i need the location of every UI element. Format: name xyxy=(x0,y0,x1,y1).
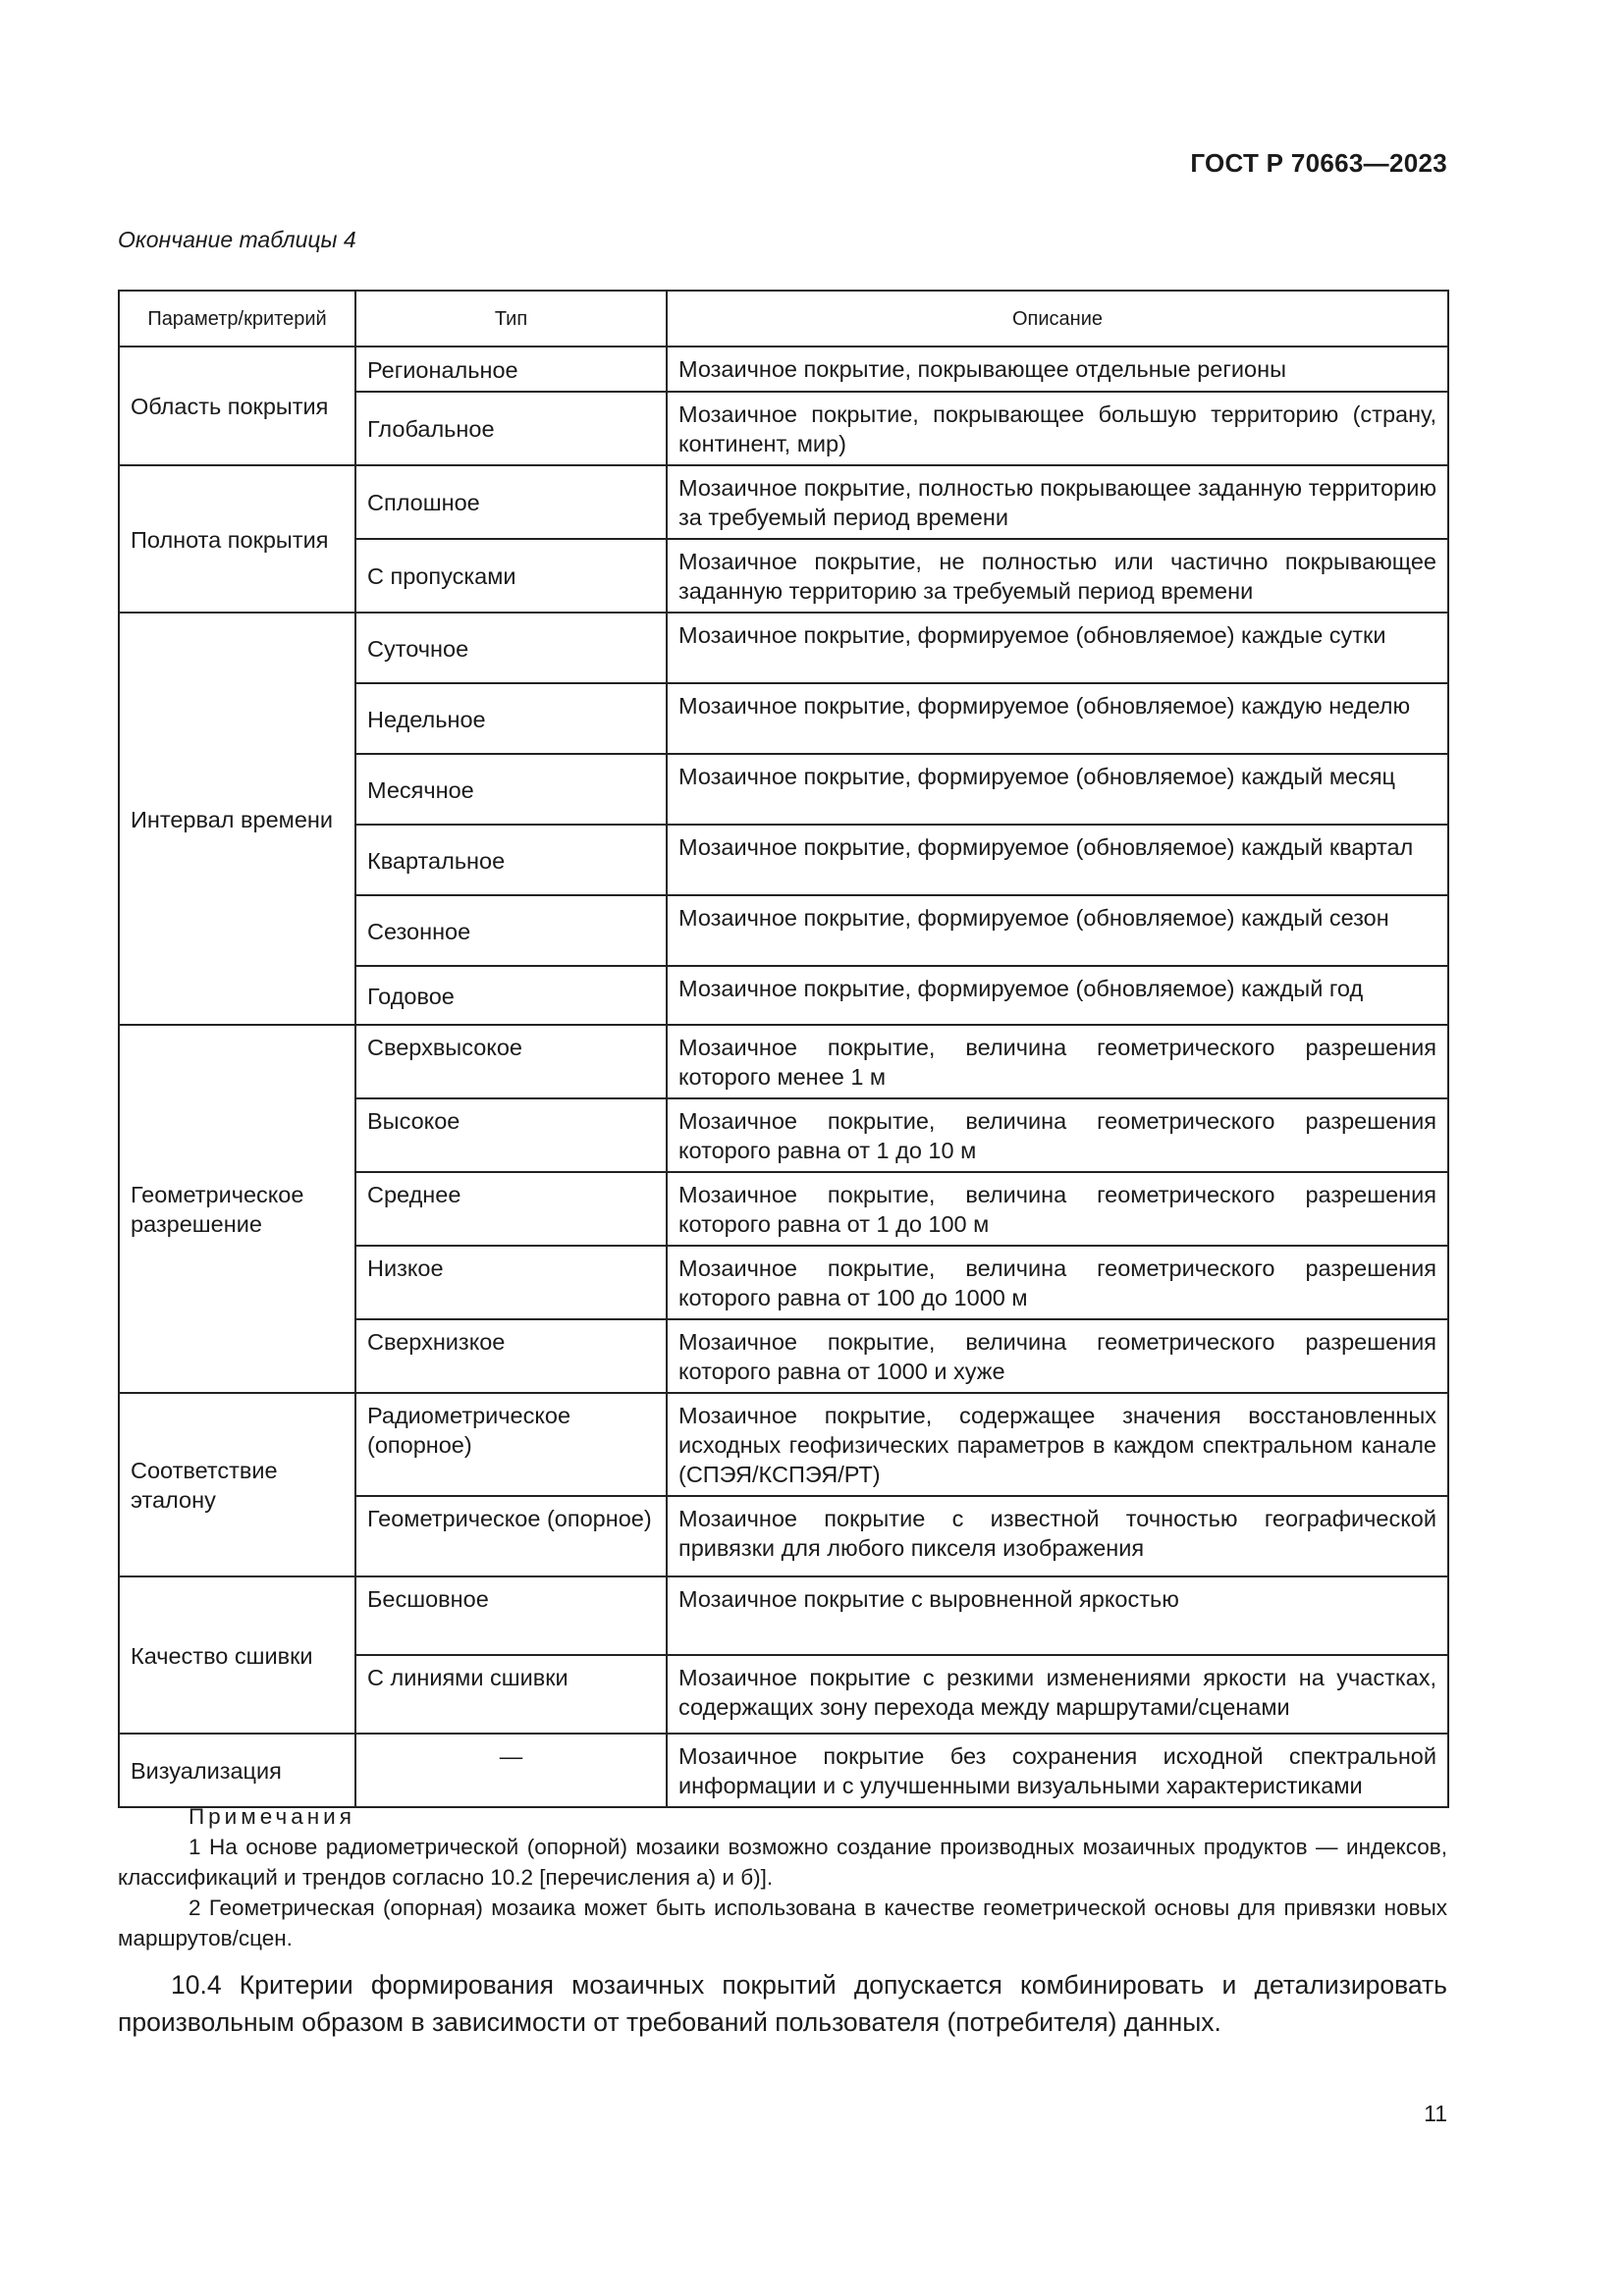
description-cell: Мозаичное покрытие с известной точностью географической привязки для любого пикселя изображения xyxy=(667,1496,1448,1576)
description-cell: Мозаичное покрытие с выровненной яркостью xyxy=(667,1576,1448,1655)
notes-title: Примечания xyxy=(189,1804,355,1829)
parameter-cell: Визуализация xyxy=(119,1734,355,1807)
description-cell: Мозаичное покрытие, покрывающее отдельные регионы xyxy=(667,347,1448,392)
table-row xyxy=(119,1734,1448,1807)
type-cell: Годовое xyxy=(355,966,667,1025)
description-cell: Мозаичное покрытие, содержащее значения восстановленных исходных геофизических параметров в каждом спектральном канале (СПЭЯ/КСПЭЯ/РТ) xyxy=(667,1393,1448,1496)
description-cell: Мозаичное покрытие, формируемое (обновляемое) каждый месяц xyxy=(667,754,1448,825)
column-header-type: Тип xyxy=(355,291,667,347)
description-cell: Мозаичное покрытие, формируемое (обновляемое) каждый год xyxy=(667,966,1448,1025)
standard-id: ГОСТ Р 70663—2023 xyxy=(1190,148,1447,178)
type-cell: Радиометрическое (опорное) xyxy=(355,1393,667,1496)
description-cell: Мозаичное покрытие, формируемое (обновляемое) каждые сутки xyxy=(667,613,1448,683)
type-cell: Бесшовное xyxy=(355,1576,667,1655)
parameter-cell: Соответствие эталону xyxy=(119,1393,355,1576)
description-cell: Мозаичное покрытие, полностью покрывающее заданную территорию за требуемый период времени xyxy=(667,465,1448,539)
description-cell: Мозаичное покрытие, формируемое (обновляемое) каждый сезон xyxy=(667,895,1448,966)
criteria-table xyxy=(118,290,1449,1808)
table-continuation-caption: Окончание таблицы 4 xyxy=(118,227,356,252)
description-cell: Мозаичное покрытие с резкими изменениями яркости на участках, содержащих зону перехода между маршрутами/сценами xyxy=(667,1655,1448,1734)
type-cell: Месячное xyxy=(355,754,667,825)
table-row xyxy=(119,347,1448,392)
type-cell: Сверхнизкое xyxy=(355,1319,667,1393)
table-row xyxy=(119,1576,1448,1655)
type-cell: С линиями сшивки xyxy=(355,1655,667,1734)
table-row xyxy=(119,1025,1448,1098)
parameter-cell: Область покрытия xyxy=(119,347,355,465)
type-cell: Высокое xyxy=(355,1098,667,1172)
table-row xyxy=(119,613,1448,683)
parameter-cell: Интервал времени xyxy=(119,613,355,1025)
parameter-cell: Полнота покрытия xyxy=(119,465,355,613)
type-cell: — xyxy=(355,1734,667,1807)
description-cell: Мозаичное покрытие, формируемое (обновляемое) каждую неделю xyxy=(667,683,1448,754)
type-cell: Геометрическое (опорное) xyxy=(355,1496,667,1576)
table-header-row xyxy=(119,291,1448,347)
type-cell: Сезонное xyxy=(355,895,667,966)
table-notes xyxy=(118,1801,1447,1953)
type-cell: Глобальное xyxy=(355,392,667,465)
column-header-parameter: Параметр/критерий xyxy=(119,291,355,347)
description-cell: Мозаичное покрытие, величина геометрического разрешения которого равна от 1 до 10 м xyxy=(667,1098,1448,1172)
table-row xyxy=(119,465,1448,539)
column-header-description: Описание xyxy=(667,291,1448,347)
type-cell: С пропусками xyxy=(355,539,667,613)
type-cell: Региональное xyxy=(355,347,667,392)
description-cell: Мозаичное покрытие, величина геометрического разрешения которого равна от 100 до 1000 м xyxy=(667,1246,1448,1319)
description-cell: Мозаичное покрытие, покрывающее большую территорию (страну, континент, мир) xyxy=(667,392,1448,465)
description-cell: Мозаичное покрытие, формируемое (обновляемое) каждый квартал xyxy=(667,825,1448,895)
type-cell: Квартальное xyxy=(355,825,667,895)
note-item: 2 Геометрическая (опорная) мозаика может быть использована в качестве геометрической основы для привязки новых маршрутов/сцен. xyxy=(118,1896,1447,1950)
parameter-cell: Геометрическое разрешение xyxy=(119,1025,355,1393)
type-cell: Сплошное xyxy=(355,465,667,539)
type-cell: Сверхвысокое xyxy=(355,1025,667,1098)
type-cell: Среднее xyxy=(355,1172,667,1246)
page-number: 11 xyxy=(1424,2101,1447,2126)
note-item: 1 На основе радиометрической (опорной) мозаики возможно создание производных мозаичных продуктов — индексов, классификаций и трендов согласно 10.2 [перечисления а) и б)]. xyxy=(118,1835,1447,1890)
type-cell: Недельное xyxy=(355,683,667,754)
description-cell: Мозаичное покрытие, не полностью или частично покрывающее заданную территорию за требуемый период времени xyxy=(667,539,1448,613)
description-cell: Мозаичное покрытие, величина геометрического разрешения которого менее 1 м xyxy=(667,1025,1448,1098)
section-paragraph: 10.4 Критерии формирования мозаичных покрытий допускается комбинировать и детализировать произвольным образом в зависимости от требований пользователя (потребителя) данных. xyxy=(118,1970,1447,2037)
parameter-cell: Качество сшивки xyxy=(119,1576,355,1734)
type-cell: Низкое xyxy=(355,1246,667,1319)
description-cell: Мозаичное покрытие без сохранения исходной спектральной информации и с улучшенными визуальными характеристиками xyxy=(667,1734,1448,1807)
type-cell: Суточное xyxy=(355,613,667,683)
table-row xyxy=(119,1393,1448,1496)
description-cell: Мозаичное покрытие, величина геометрического разрешения которого равна от 1000 и хуже xyxy=(667,1319,1448,1393)
description-cell: Мозаичное покрытие, величина геометрического разрешения которого равна от 1 до 100 м xyxy=(667,1172,1448,1246)
